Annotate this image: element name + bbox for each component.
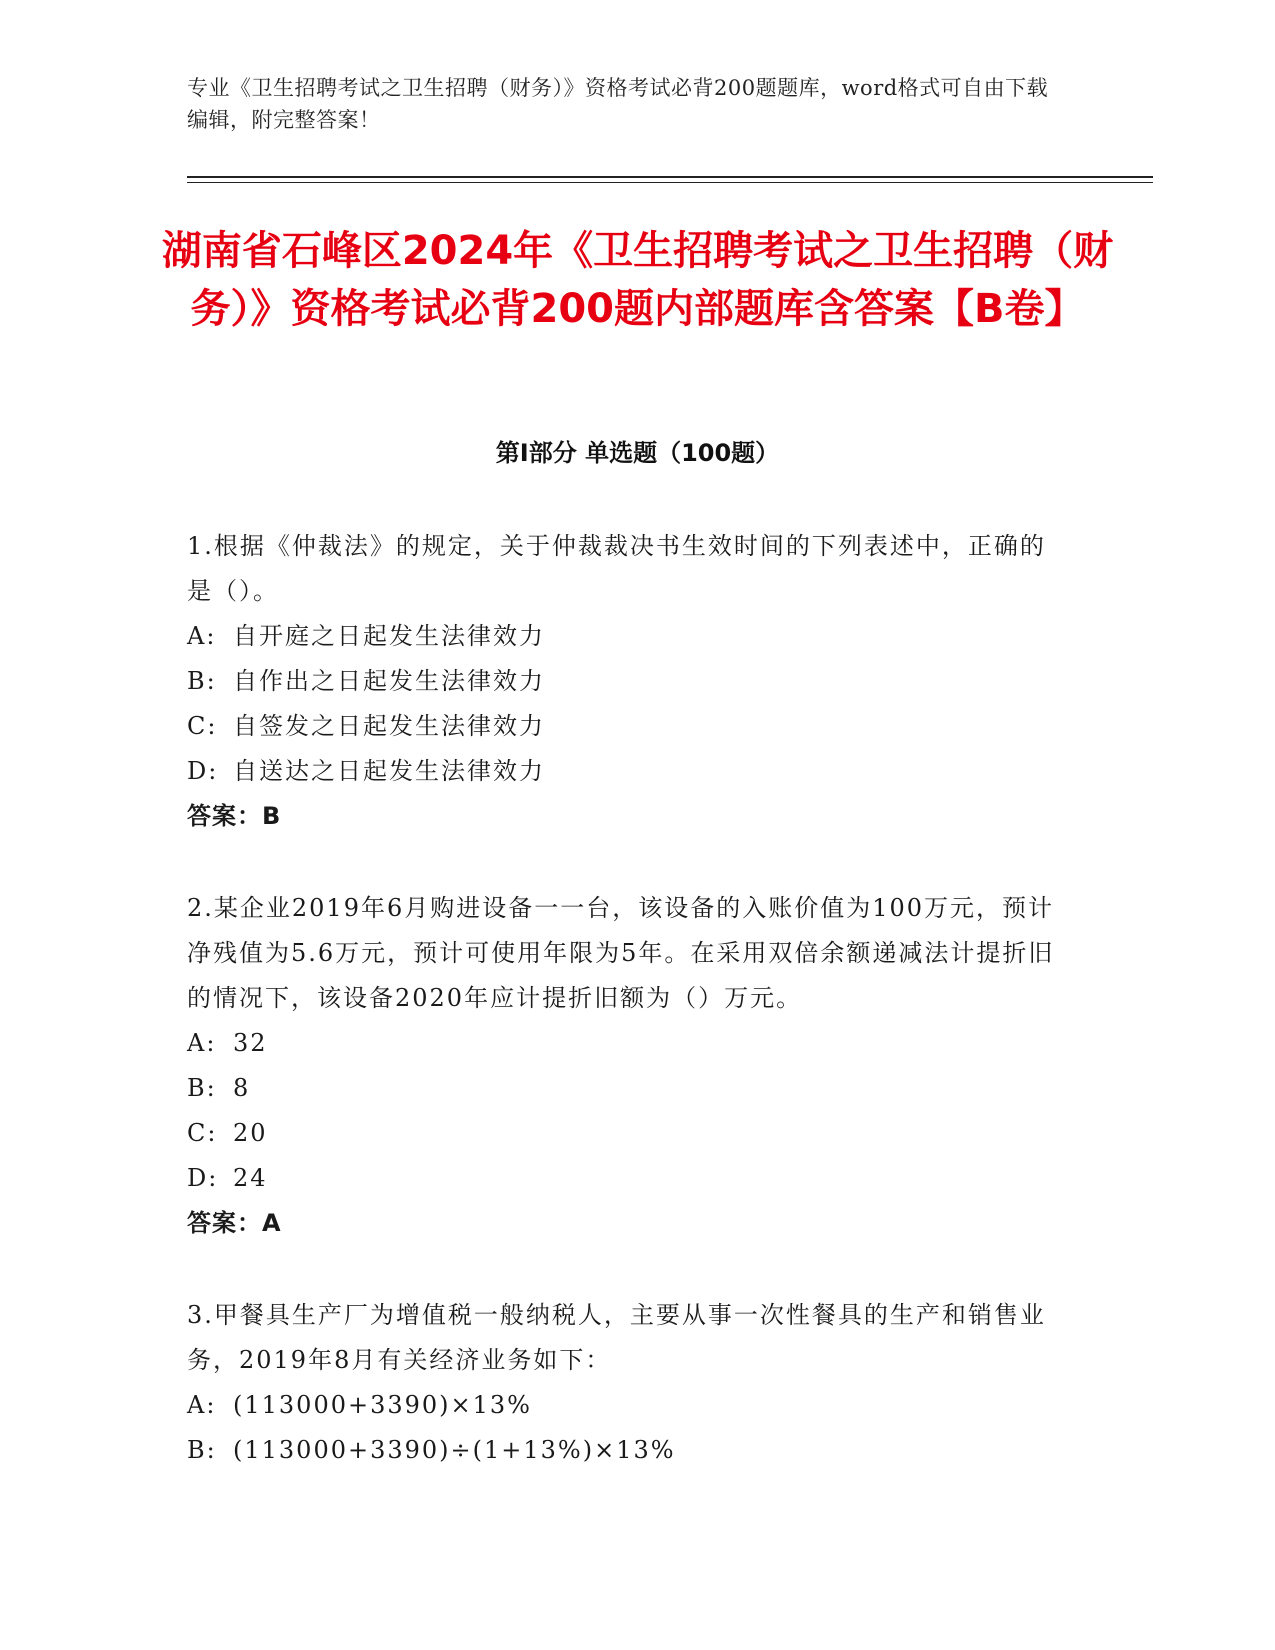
option-text: 32 [233, 1029, 268, 1057]
option-letter: B: [187, 667, 217, 695]
option-text: 8 [233, 1074, 251, 1102]
question-2 [187, 886, 1067, 1246]
option-a [187, 1021, 1067, 1066]
option-letter: B: [187, 1074, 217, 1102]
option-text: (113000+3390)×13% [233, 1391, 532, 1419]
option-letter: D: [187, 1164, 219, 1192]
option-letter: A: [187, 1029, 217, 1057]
option-c [187, 1111, 1067, 1156]
option-text: 自签发之日起发生法律效力 [233, 712, 545, 740]
option-a [187, 614, 1067, 659]
question-stem: 2.某企业2019年6月购进设备一一台，该设备的入账价值为100万元，预计净残值为5.6万元，预计可使用年限为5年。在采用双倍余额递减法计提折旧的情况下，该设备2020年应计提折旧额为（）万元。 [187, 894, 1055, 1012]
section-title: 第I部分 单选题（100题） [495, 439, 780, 467]
answer: 答案：B [187, 802, 282, 830]
header-divider-thick [187, 176, 1153, 178]
option-text: 24 [233, 1164, 268, 1192]
option-letter: D: [187, 757, 219, 785]
option-letter: B: [187, 1436, 217, 1464]
option-text: 自开庭之日起发生法律效力 [233, 622, 545, 650]
option-b [187, 659, 1067, 704]
option-letter: C: [187, 712, 218, 740]
option-d [187, 1156, 1067, 1201]
header-divider-thin [187, 182, 1153, 183]
option-b [187, 1066, 1067, 1111]
header-note: 专业《卫生招聘考试之卫生招聘（财务）》资格考试必背200题题库，word格式可自由下载编辑，附完整答案！ [187, 76, 1049, 132]
option-text: 自作出之日起发生法律效力 [233, 667, 545, 695]
option-letter: A: [187, 622, 217, 650]
option-text: 20 [233, 1119, 268, 1147]
question-stem: 3.甲餐具生产厂为增值税一般纳税人，主要从事一次性餐具的生产和销售业务，2019年8月有关经济业务如下： [187, 1301, 1046, 1374]
question-3 [187, 1293, 1067, 1473]
question-1 [187, 524, 1067, 839]
option-text: (113000+3390)÷(1+13%)×13% [233, 1436, 676, 1464]
option-b [187, 1428, 1067, 1473]
option-a [187, 1383, 1067, 1428]
answer: 答案：A [187, 1209, 282, 1237]
option-letter: C: [187, 1119, 218, 1147]
option-letter: A: [187, 1391, 217, 1419]
question-stem: 1.根据《仲裁法》的规定，关于仲裁裁决书生效时间的下列表述中，正确的是（）。 [187, 532, 1046, 605]
option-text: 自送达之日起发生法律效力 [233, 757, 545, 785]
document-title: 湖南省石峰区2024年《卫生招聘考试之卫生招聘（财务）》资格考试必背200题内部题库含答案【B卷】 [161, 228, 1114, 332]
option-c [187, 704, 1067, 749]
option-d [187, 749, 1067, 794]
